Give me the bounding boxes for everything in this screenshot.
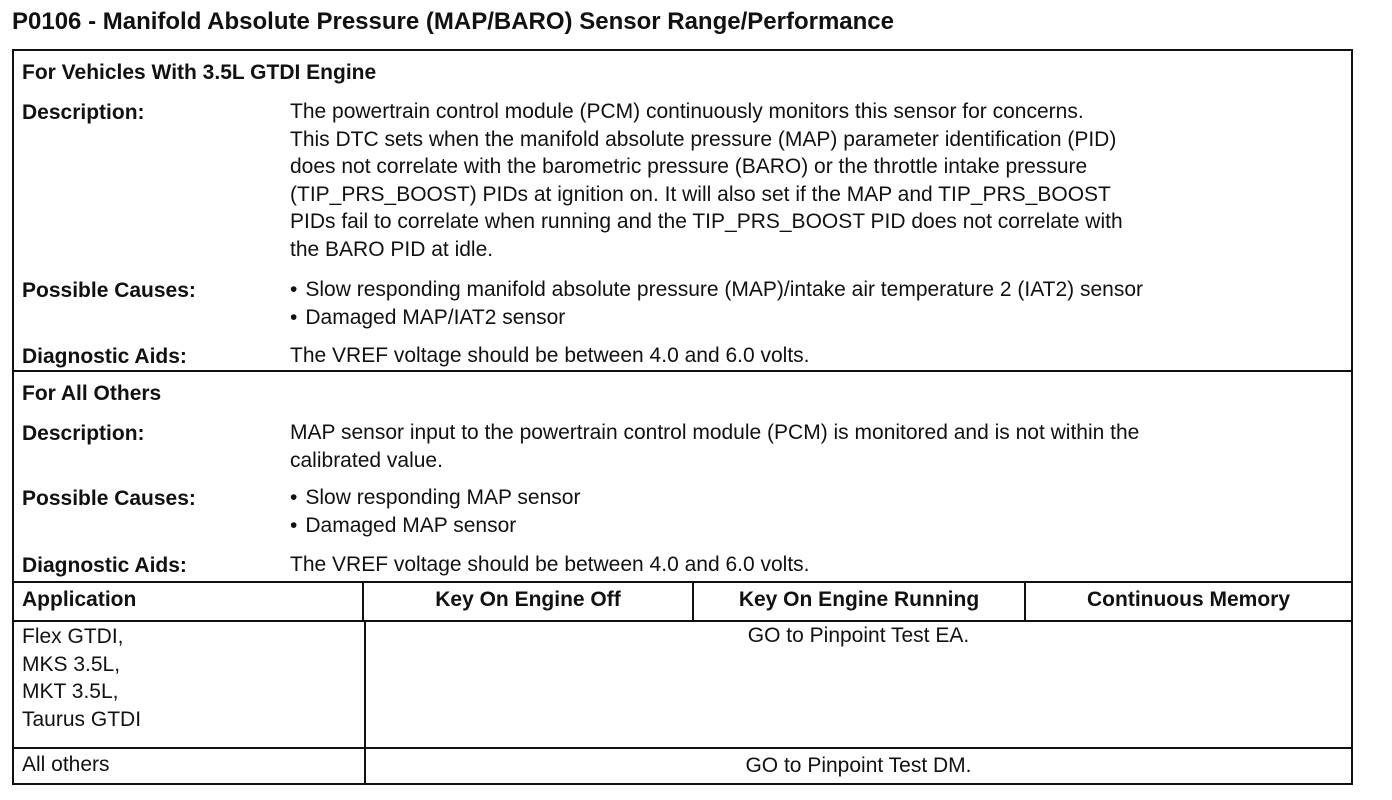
section-all-others bbox=[14, 372, 1351, 583]
description-line: (TIP_PRS_BOOST) PIDs at ignition on. It will also set if the MAP and TIP_PRS_BOOST bbox=[290, 182, 1111, 206]
table-divider bbox=[14, 747, 1351, 749]
possible-causes-list bbox=[290, 484, 580, 539]
dtc-document-box bbox=[12, 49, 1353, 785]
list-item: • Slow responding manifold absolute pressure (MAP)/intake air temperature 2 (IAT2) sensor bbox=[290, 276, 1143, 304]
column-header-continuous-memory: Continuous Memory bbox=[1087, 588, 1290, 611]
description-text bbox=[290, 419, 1340, 474]
description-line: MAP sensor input to the powertrain control module (PCM) is monitored and is not within the bbox=[290, 421, 1140, 444]
description-line: PIDs fail to correlate when running and the TIP_PRS_BOOST PID does not correlate with bbox=[290, 210, 1123, 233]
diagnostic-aids-text bbox=[290, 551, 1340, 579]
description-label: Description: bbox=[22, 101, 145, 124]
diagnostic-aids-label: Diagnostic Aids: bbox=[22, 554, 187, 577]
table-divider bbox=[14, 620, 1351, 622]
application-line: Taurus GTDI bbox=[22, 707, 142, 731]
section-heading: For All Others bbox=[22, 382, 162, 405]
description-line: The powertrain control module (PCM) continuously monitors this sensor for concerns. bbox=[290, 100, 1084, 123]
table-row-action: GO to Pinpoint Test DM. bbox=[745, 754, 972, 777]
possible-causes-label: Possible Causes: bbox=[22, 487, 196, 510]
diagnostic-aids-line: The VREF voltage should be between 4.0 and 6.0 volts. bbox=[290, 553, 810, 576]
section-heading: For Vehicles With 3.5L GTDI Engine bbox=[22, 61, 377, 84]
column-header-application: Application bbox=[14, 583, 364, 620]
table-row-application bbox=[22, 751, 110, 779]
description-line: does not correlate with the barometric pressure (BARO) or the throttle intake pressure bbox=[290, 155, 1088, 178]
description-line: the BARO PID at idle. bbox=[290, 237, 494, 261]
description-text bbox=[290, 98, 1340, 263]
table-row-application bbox=[22, 623, 141, 733]
page-title: P0106 - Manifold Absolute Pressure (MAP/BARO) Sensor Range/Performance bbox=[12, 8, 894, 35]
possible-causes-list bbox=[290, 276, 1143, 331]
list-item: • Damaged MAP/IAT2 sensor bbox=[290, 304, 1143, 332]
table-row-action: GO to Pinpoint Test EA. bbox=[747, 624, 970, 647]
column-header-koer: Key On Engine Running bbox=[694, 583, 1026, 620]
diagnostic-aids-line: The VREF voltage should be between 4.0 and 6.0 volts. bbox=[290, 344, 810, 367]
application-line: MKT 3.5L, bbox=[22, 680, 119, 703]
description-line: calibrated value. bbox=[290, 448, 443, 472]
application-line: All others bbox=[22, 753, 110, 776]
possible-causes-label: Possible Causes: bbox=[22, 279, 196, 302]
section-3-5l-gtdi bbox=[14, 51, 1351, 372]
diagnostic-aids-text bbox=[290, 342, 1340, 370]
application-table bbox=[14, 583, 1351, 783]
application-line: Flex GTDI, bbox=[22, 625, 124, 648]
diagnostic-aids-label: Diagnostic Aids: bbox=[22, 345, 187, 368]
application-line: MKS 3.5L, bbox=[22, 652, 121, 676]
list-item: • Damaged MAP sensor bbox=[290, 512, 580, 540]
description-label: Description: bbox=[22, 422, 145, 445]
column-header-koeo: Key On Engine Off bbox=[364, 583, 694, 620]
list-item: • Slow responding MAP sensor bbox=[290, 484, 580, 512]
description-line: This DTC sets when the manifold absolute pressure (MAP) parameter identification (PID) bbox=[290, 127, 1117, 151]
